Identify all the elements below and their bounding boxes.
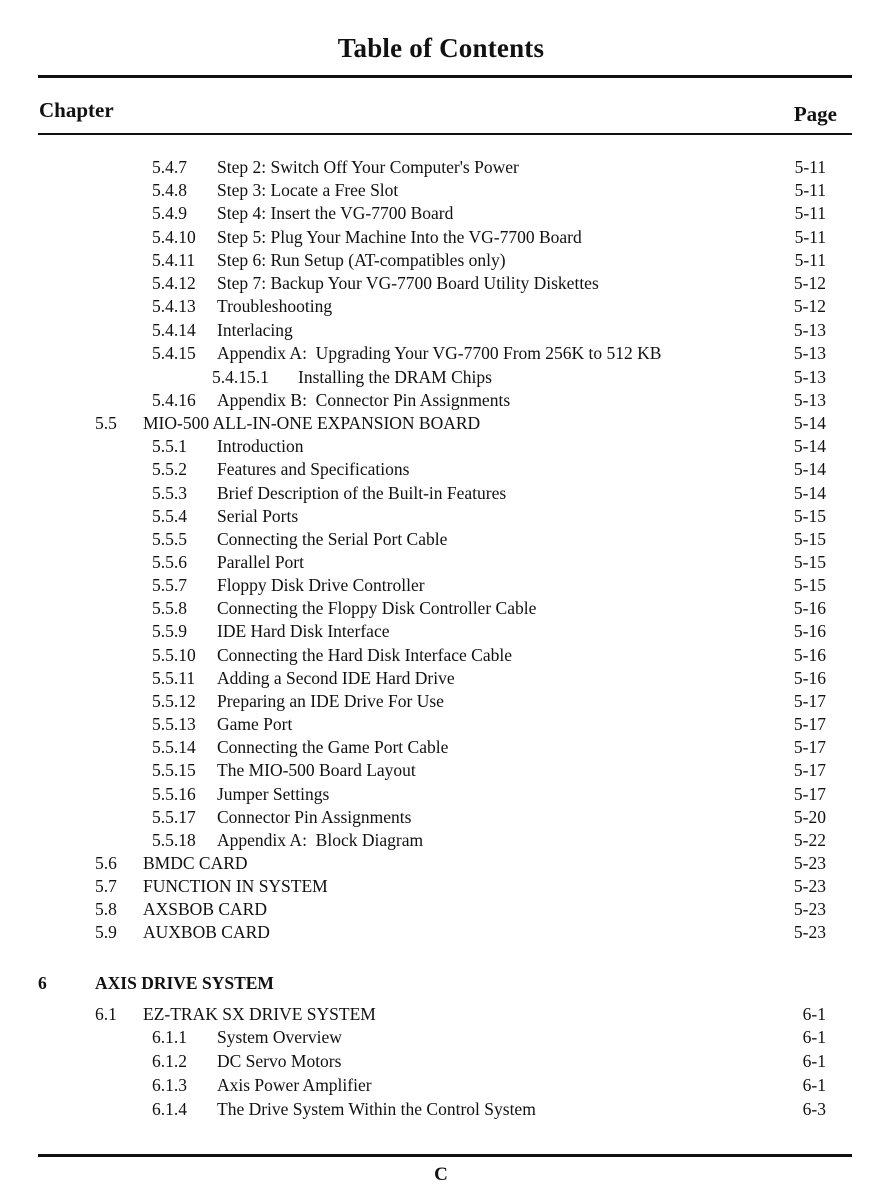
toc-entry-title: System Overview bbox=[217, 1027, 342, 1047]
toc-entry-page: 5-22 bbox=[793, 830, 826, 850]
toc-row bbox=[0, 597, 882, 619]
toc-row bbox=[0, 829, 882, 851]
toc-entry-page: 6-1 bbox=[802, 1004, 826, 1024]
toc-entry-title: Connecting the Serial Port Cable bbox=[217, 529, 448, 549]
toc-row bbox=[0, 783, 882, 805]
toc-entry-number: 5.4.13 bbox=[152, 296, 196, 316]
toc-entry-page: 5-16 bbox=[793, 668, 826, 688]
toc-entry-number: 5.4.12 bbox=[152, 273, 196, 293]
toc-row bbox=[0, 319, 882, 341]
toc-entry-number: 5.8 bbox=[95, 899, 117, 919]
toc-entry-number: 5.5.9 bbox=[152, 621, 187, 641]
toc-entry-title: Interlacing bbox=[217, 320, 293, 340]
toc-row bbox=[0, 1026, 882, 1048]
toc-entry-number: 6.1 bbox=[95, 1004, 117, 1024]
toc-entry-number: 5.5.3 bbox=[152, 483, 187, 503]
toc-entry-page: 5-15 bbox=[793, 506, 826, 526]
toc-row bbox=[0, 249, 882, 271]
toc-entry-page: 5-17 bbox=[793, 737, 826, 757]
toc-entry-title: Preparing an IDE Drive For Use bbox=[217, 691, 444, 711]
toc-row bbox=[0, 1098, 882, 1120]
toc-entry-title: Game Port bbox=[217, 714, 293, 734]
toc-row bbox=[0, 226, 882, 248]
chapter-column-heading: Chapter bbox=[39, 98, 114, 122]
toc-row bbox=[0, 179, 882, 201]
toc-entry-number: 5.5.10 bbox=[152, 645, 196, 665]
toc-entry-title: Appendix B: Connector Pin Assignments bbox=[217, 390, 511, 410]
toc-entry-number: 6.1.4 bbox=[152, 1099, 187, 1119]
toc-entry-title: Appendix A: Upgrading Your VG-7700 From 256K to 512 KB bbox=[217, 343, 662, 363]
toc-entry-title: Connecting the Floppy Disk Controller Cable bbox=[217, 598, 537, 618]
toc-entry-title: The Drive System Within the Control System bbox=[217, 1099, 536, 1119]
toc-entry-title: Connecting the Hard Disk Interface Cable bbox=[217, 645, 512, 665]
toc-entry-title: Brief Description of the Built-in Features bbox=[217, 483, 507, 503]
toc-entry-page: 5-13 bbox=[793, 320, 826, 340]
toc-entry-title: Floppy Disk Drive Controller bbox=[217, 575, 425, 595]
toc-row bbox=[0, 505, 882, 527]
toc-entry-page: 5-12 bbox=[793, 296, 826, 316]
toc-row bbox=[0, 366, 882, 388]
page-title: Table of Contents bbox=[337, 33, 545, 63]
toc-entry-number: 5.5.13 bbox=[152, 714, 196, 734]
toc-entry-page: 5-23 bbox=[793, 853, 826, 873]
toc-entry-page: 5-16 bbox=[793, 621, 826, 641]
toc-entry-page: 5-11 bbox=[794, 250, 826, 270]
toc-row bbox=[0, 852, 882, 874]
toc-entry-title: The MIO-500 Board Layout bbox=[217, 760, 416, 780]
toc-entry-title: AXSBOB CARD bbox=[143, 899, 267, 919]
toc-row bbox=[0, 342, 882, 364]
toc-entry-title: IDE Hard Disk Interface bbox=[217, 621, 390, 641]
toc-row bbox=[0, 295, 882, 317]
toc-entry-number: 6.1.2 bbox=[152, 1051, 187, 1071]
toc-entry-number: 5.5.17 bbox=[152, 807, 196, 827]
toc-entry-title: Step 7: Backup Your VG-7700 Board Utility Diskettes bbox=[217, 273, 599, 293]
toc-entry-page: 5-15 bbox=[793, 529, 826, 549]
toc-entry-page: 5-14 bbox=[793, 483, 826, 503]
toc-entry-page: 6-1 bbox=[802, 1027, 826, 1047]
toc-entry-number: 5.4.15 bbox=[152, 343, 196, 363]
toc-entry-number: 5.5 bbox=[95, 413, 117, 433]
toc-entry-number: 5.5.15 bbox=[152, 760, 196, 780]
toc-row bbox=[0, 806, 882, 828]
toc-entry-title: Jumper Settings bbox=[217, 784, 330, 804]
toc-entry-number: 5.5.14 bbox=[152, 737, 196, 757]
toc-entry-number: 6 bbox=[38, 973, 47, 993]
toc-entry-number: 5.4.7 bbox=[152, 157, 187, 177]
toc-entry-page: 5-11 bbox=[794, 180, 826, 200]
toc-row bbox=[0, 389, 882, 411]
toc-row bbox=[0, 620, 882, 642]
toc-row bbox=[0, 875, 882, 897]
toc-entry-title: Step 2: Switch Off Your Computer's Power bbox=[217, 157, 519, 177]
toc-entry-page: 5-20 bbox=[793, 807, 826, 827]
toc-row bbox=[0, 551, 882, 573]
toc-entry-page: 6-3 bbox=[802, 1099, 826, 1119]
toc-row bbox=[0, 156, 882, 178]
toc-entry-page: 5-14 bbox=[793, 459, 826, 479]
toc-entry-page: 5-11 bbox=[794, 157, 826, 177]
toc-entry-title: Step 5: Plug Your Machine Into the VG-7700 Board bbox=[217, 227, 582, 247]
toc-entry-page: 5-15 bbox=[793, 575, 826, 595]
toc-entry-title: DC Servo Motors bbox=[217, 1051, 342, 1071]
toc-entry-number: 5.5.5 bbox=[152, 529, 187, 549]
toc-entry-title: Step 4: Insert the VG-7700 Board bbox=[217, 203, 454, 223]
toc-entry-page: 5-11 bbox=[794, 227, 826, 247]
toc-entry-page: 5-17 bbox=[793, 760, 826, 780]
toc-entry-title: AUXBOB CARD bbox=[143, 922, 270, 942]
toc-entry-page: 5-23 bbox=[793, 922, 826, 942]
toc-entry-title: MIO-500 ALL-IN-ONE EXPANSION BOARD bbox=[143, 413, 481, 433]
toc-row bbox=[0, 921, 882, 943]
toc-entry-number: 5.5.6 bbox=[152, 552, 187, 572]
toc-entry-number: 5.4.8 bbox=[152, 180, 187, 200]
footer-rule bbox=[38, 1154, 852, 1157]
title-rule bbox=[38, 75, 852, 78]
toc-entry-number: 5.5.2 bbox=[152, 459, 187, 479]
toc-entry-number: 5.4.14 bbox=[152, 320, 196, 340]
toc-row bbox=[0, 412, 882, 434]
toc-entry-page: 5-14 bbox=[793, 436, 826, 456]
toc-entry-number: 5.6 bbox=[95, 853, 117, 873]
toc-entry-title: Connecting the Game Port Cable bbox=[217, 737, 449, 757]
toc-row bbox=[0, 202, 882, 224]
toc-entry-number: 5.4.11 bbox=[152, 250, 196, 270]
toc-entry-page: 5-17 bbox=[793, 784, 826, 804]
toc-entry-page: 5-13 bbox=[793, 343, 826, 363]
toc-row bbox=[0, 898, 882, 920]
toc-entry-title: Serial Ports bbox=[217, 506, 299, 526]
toc-entry-number: 5.4.16 bbox=[152, 390, 196, 410]
toc-entry-page: 5-13 bbox=[793, 390, 826, 410]
toc-entry-number: 5.4.9 bbox=[152, 203, 187, 223]
toc-entry-page: 5-16 bbox=[793, 598, 826, 618]
toc-row bbox=[0, 759, 882, 781]
toc-entry-title: Axis Power Amplifier bbox=[217, 1075, 372, 1095]
toc-entry-page: 5-13 bbox=[793, 367, 826, 387]
toc-entry-page: 5-14 bbox=[793, 413, 826, 433]
toc-entry-page: 5-11 bbox=[794, 203, 826, 223]
toc-entry-title: BMDC CARD bbox=[143, 853, 248, 873]
toc-row bbox=[0, 435, 882, 457]
toc-entry-number: 6.1.1 bbox=[152, 1027, 187, 1047]
toc-entry-title: Troubleshooting bbox=[217, 296, 333, 316]
toc-row bbox=[0, 272, 882, 294]
toc-chapter-row bbox=[0, 972, 882, 994]
toc-entry-page: 5-16 bbox=[793, 645, 826, 665]
toc-entry-number: 5.4.10 bbox=[152, 227, 196, 247]
toc-entry-number: 5.5.4 bbox=[152, 506, 187, 526]
toc-row bbox=[0, 482, 882, 504]
toc-entry-page: 5-17 bbox=[793, 691, 826, 711]
toc-entry-number: 5.5.1 bbox=[152, 436, 187, 456]
toc-entry-page: 6-1 bbox=[802, 1051, 826, 1071]
toc-entry-title: Parallel Port bbox=[217, 552, 304, 572]
toc-row bbox=[0, 1074, 882, 1096]
toc-entry-title: Features and Specifications bbox=[217, 459, 410, 479]
toc-entry-number: 6.1.3 bbox=[152, 1075, 187, 1095]
toc-row bbox=[0, 644, 882, 666]
heading-rule bbox=[38, 133, 852, 135]
toc-entry-number: 5.5.11 bbox=[152, 668, 196, 688]
toc-entry-number: 5.5.18 bbox=[152, 830, 196, 850]
toc-entry-page: 5-23 bbox=[793, 899, 826, 919]
toc-entry-title: Step 3: Locate a Free Slot bbox=[217, 180, 399, 200]
toc-entry-title: Step 6: Run Setup (AT-compatibles only) bbox=[217, 250, 506, 270]
toc-row bbox=[0, 1003, 882, 1025]
toc-entry-title: Installing the DRAM Chips bbox=[298, 367, 492, 387]
toc-row bbox=[0, 458, 882, 480]
toc-entry-page: 5-17 bbox=[793, 714, 826, 734]
toc-entry-title: Connector Pin Assignments bbox=[217, 807, 412, 827]
page-column-heading: Page bbox=[793, 102, 837, 126]
toc-entry-page: 6-1 bbox=[802, 1075, 826, 1095]
toc-entry-page: 5-15 bbox=[793, 552, 826, 572]
toc-entry-number: 5.5.8 bbox=[152, 598, 187, 618]
toc-entry-page: 5-12 bbox=[793, 273, 826, 293]
toc-entry-number: 5.7 bbox=[95, 876, 117, 896]
toc-entry-number: 5.4.15.1 bbox=[212, 367, 269, 387]
toc-row bbox=[0, 667, 882, 689]
toc-row bbox=[0, 1050, 882, 1072]
toc-entry-title: Introduction bbox=[217, 436, 304, 456]
toc-row bbox=[0, 713, 882, 735]
footer-page-letter: C bbox=[434, 1164, 448, 1185]
toc-entry-title: EZ-TRAK SX DRIVE SYSTEM bbox=[143, 1004, 376, 1024]
toc-entry-number: 5.9 bbox=[95, 922, 117, 942]
toc-entry-title: FUNCTION IN SYSTEM bbox=[143, 876, 328, 896]
toc-entry-title: AXIS DRIVE SYSTEM bbox=[95, 973, 274, 993]
toc-entry-title: Appendix A: Block Diagram bbox=[217, 830, 424, 850]
toc-row bbox=[0, 574, 882, 596]
toc-entry-page: 5-23 bbox=[793, 876, 826, 896]
toc-row bbox=[0, 690, 882, 712]
toc-entry-number: 5.5.12 bbox=[152, 691, 196, 711]
toc-entry-title: Adding a Second IDE Hard Drive bbox=[217, 668, 455, 688]
toc-row bbox=[0, 528, 882, 550]
toc-row bbox=[0, 736, 882, 758]
toc-entry-number: 5.5.7 bbox=[152, 575, 187, 595]
toc-entry-number: 5.5.16 bbox=[152, 784, 196, 804]
